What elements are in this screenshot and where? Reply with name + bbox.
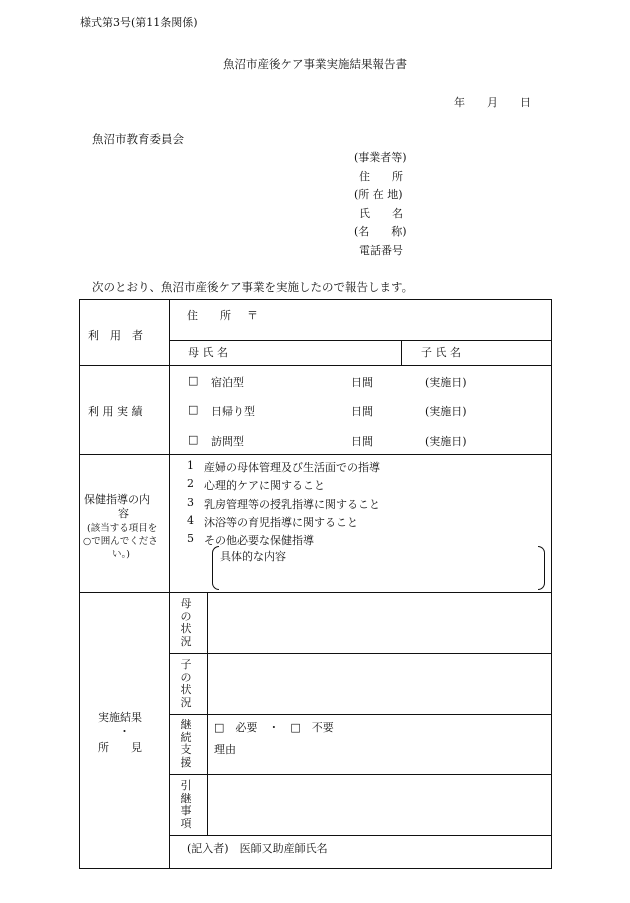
name-column-divider [401, 340, 402, 365]
section-divider-results [80, 592, 551, 593]
report-form-table [79, 299, 552, 869]
section-divider-usage [80, 365, 551, 366]
reporter-phone-label: 電話番号 [359, 244, 403, 257]
reporter-org-name-label: (名 称) [354, 225, 407, 238]
guidance-item-1-number: 1 [187, 459, 194, 472]
continued-support-char: 援 [180, 755, 192, 769]
guidance-item-4-number: 4 [187, 514, 194, 527]
guidance-note-line3: い。) [112, 549, 130, 560]
continued-support-char: 続 [180, 730, 192, 744]
results-row-divider-1 [169, 653, 552, 654]
guidance-item-4-text: 沐浴等の育児指導に関すること [204, 516, 358, 529]
visit-dates-label: (実施日) [425, 435, 467, 448]
visit-checkbox[interactable]: □ [188, 433, 199, 446]
mother-status-char: 況 [180, 634, 192, 648]
mother-status-char: の [180, 609, 192, 623]
daytrip-checkbox[interactable]: □ [188, 403, 199, 416]
date-day-label: 日 [520, 96, 531, 109]
reporter-heading: (事業者等) [354, 151, 407, 164]
daytrip-type-label: 日帰り型 [211, 405, 255, 418]
mother-status-char: 状 [180, 622, 192, 635]
user-row-divider [169, 340, 552, 341]
guidance-note-line2: ○で囲んでくださ [83, 536, 158, 547]
guidance-item-3-text: 乳房管理等の授乳指導に関すること [204, 498, 380, 511]
daytrip-days-label: 日間 [351, 405, 373, 418]
child-name-label: 子 氏 名 [421, 346, 461, 359]
continued-support-char: 継 [180, 718, 192, 731]
section-divider-guidance [80, 454, 551, 455]
support-reason-label: 理由 [214, 743, 236, 756]
handover-char: 項 [180, 816, 192, 830]
mother-name-label: 母 氏 名 [188, 346, 228, 359]
daytrip-dates-label: (実施日) [425, 405, 467, 418]
overnight-days-label: 日間 [351, 376, 373, 389]
handover-char: 継 [180, 791, 192, 805]
results-row-divider-4 [169, 835, 552, 836]
child-status-char: 況 [180, 695, 192, 709]
mother-status-label [180, 598, 192, 648]
user-address-label: 住 所 [187, 309, 231, 322]
child-status-label [180, 659, 192, 709]
child-status-char: 子 [180, 658, 192, 671]
child-status-char: 状 [180, 683, 192, 696]
results-label-line1: 実施結果 [98, 711, 142, 724]
reporter-name-label: 氏 名 [359, 207, 403, 220]
date-year-label: 年 [454, 96, 465, 109]
handover-char: 引 [180, 779, 192, 792]
visit-days-label: 日間 [351, 435, 373, 448]
form-number: 様式第3号(第11条関係) [80, 16, 198, 29]
detail-bracket-left [212, 546, 219, 590]
detail-content-label: 具体的な内容 [220, 550, 286, 563]
results-label-line2: 所 見 [98, 741, 142, 754]
guidance-item-5-text: その他必要な保健指導 [204, 534, 314, 547]
intro-text: 次のとおり、魚沼市産後ケア事業を実施したので報告します。 [92, 280, 414, 294]
guidance-item-2-text: 心理的ケアに関すること [204, 479, 325, 492]
document-title: 魚沼市産後ケア事業実施結果報告書 [223, 57, 407, 71]
mother-status-char: 母 [180, 597, 192, 610]
guidance-item-2-number: 2 [187, 477, 194, 490]
recorder-label: (記入者) 医師又助産師氏名 [187, 842, 328, 855]
child-status-char: の [180, 670, 192, 684]
continued-support-label [180, 719, 192, 769]
continued-support-char: 支 [180, 743, 192, 756]
guidance-label-line1: 保健指導の内 [84, 493, 150, 506]
user-section-label: 利 用 者 [88, 329, 143, 342]
overnight-dates-label: (実施日) [425, 376, 467, 389]
handover-label [180, 780, 192, 830]
detail-bracket-right [538, 546, 545, 590]
results-label-dot: ・ [119, 725, 130, 738]
results-row-divider-3 [169, 774, 552, 775]
overnight-type-label: 宿泊型 [211, 376, 244, 389]
handover-char: 事 [180, 804, 192, 817]
guidance-note-line1: (該当する項目を [87, 523, 158, 534]
reporter-location-label: (所 在 地) [354, 188, 403, 201]
guidance-item-1-text: 産婦の母体管理及び生活面での指導 [204, 461, 380, 474]
reporter-address-label: 住 所 [359, 170, 403, 183]
usage-section-label: 利 用 実 績 [88, 405, 143, 418]
date-month-label: 月 [487, 96, 498, 109]
support-need-options[interactable]: □ 必要 ・ □ 不要 [214, 721, 334, 734]
postal-mark: 〒 [247, 309, 258, 322]
addressee: 魚沼市教育委員会 [92, 132, 184, 146]
guidance-item-3-number: 3 [187, 496, 194, 509]
guidance-label-line2: 容 [118, 507, 129, 520]
label-column-divider [169, 300, 170, 868]
results-row-divider-2 [169, 714, 552, 715]
visit-type-label: 訪問型 [211, 435, 244, 448]
guidance-item-5-number: 5 [187, 532, 194, 545]
overnight-checkbox[interactable]: □ [188, 374, 199, 387]
